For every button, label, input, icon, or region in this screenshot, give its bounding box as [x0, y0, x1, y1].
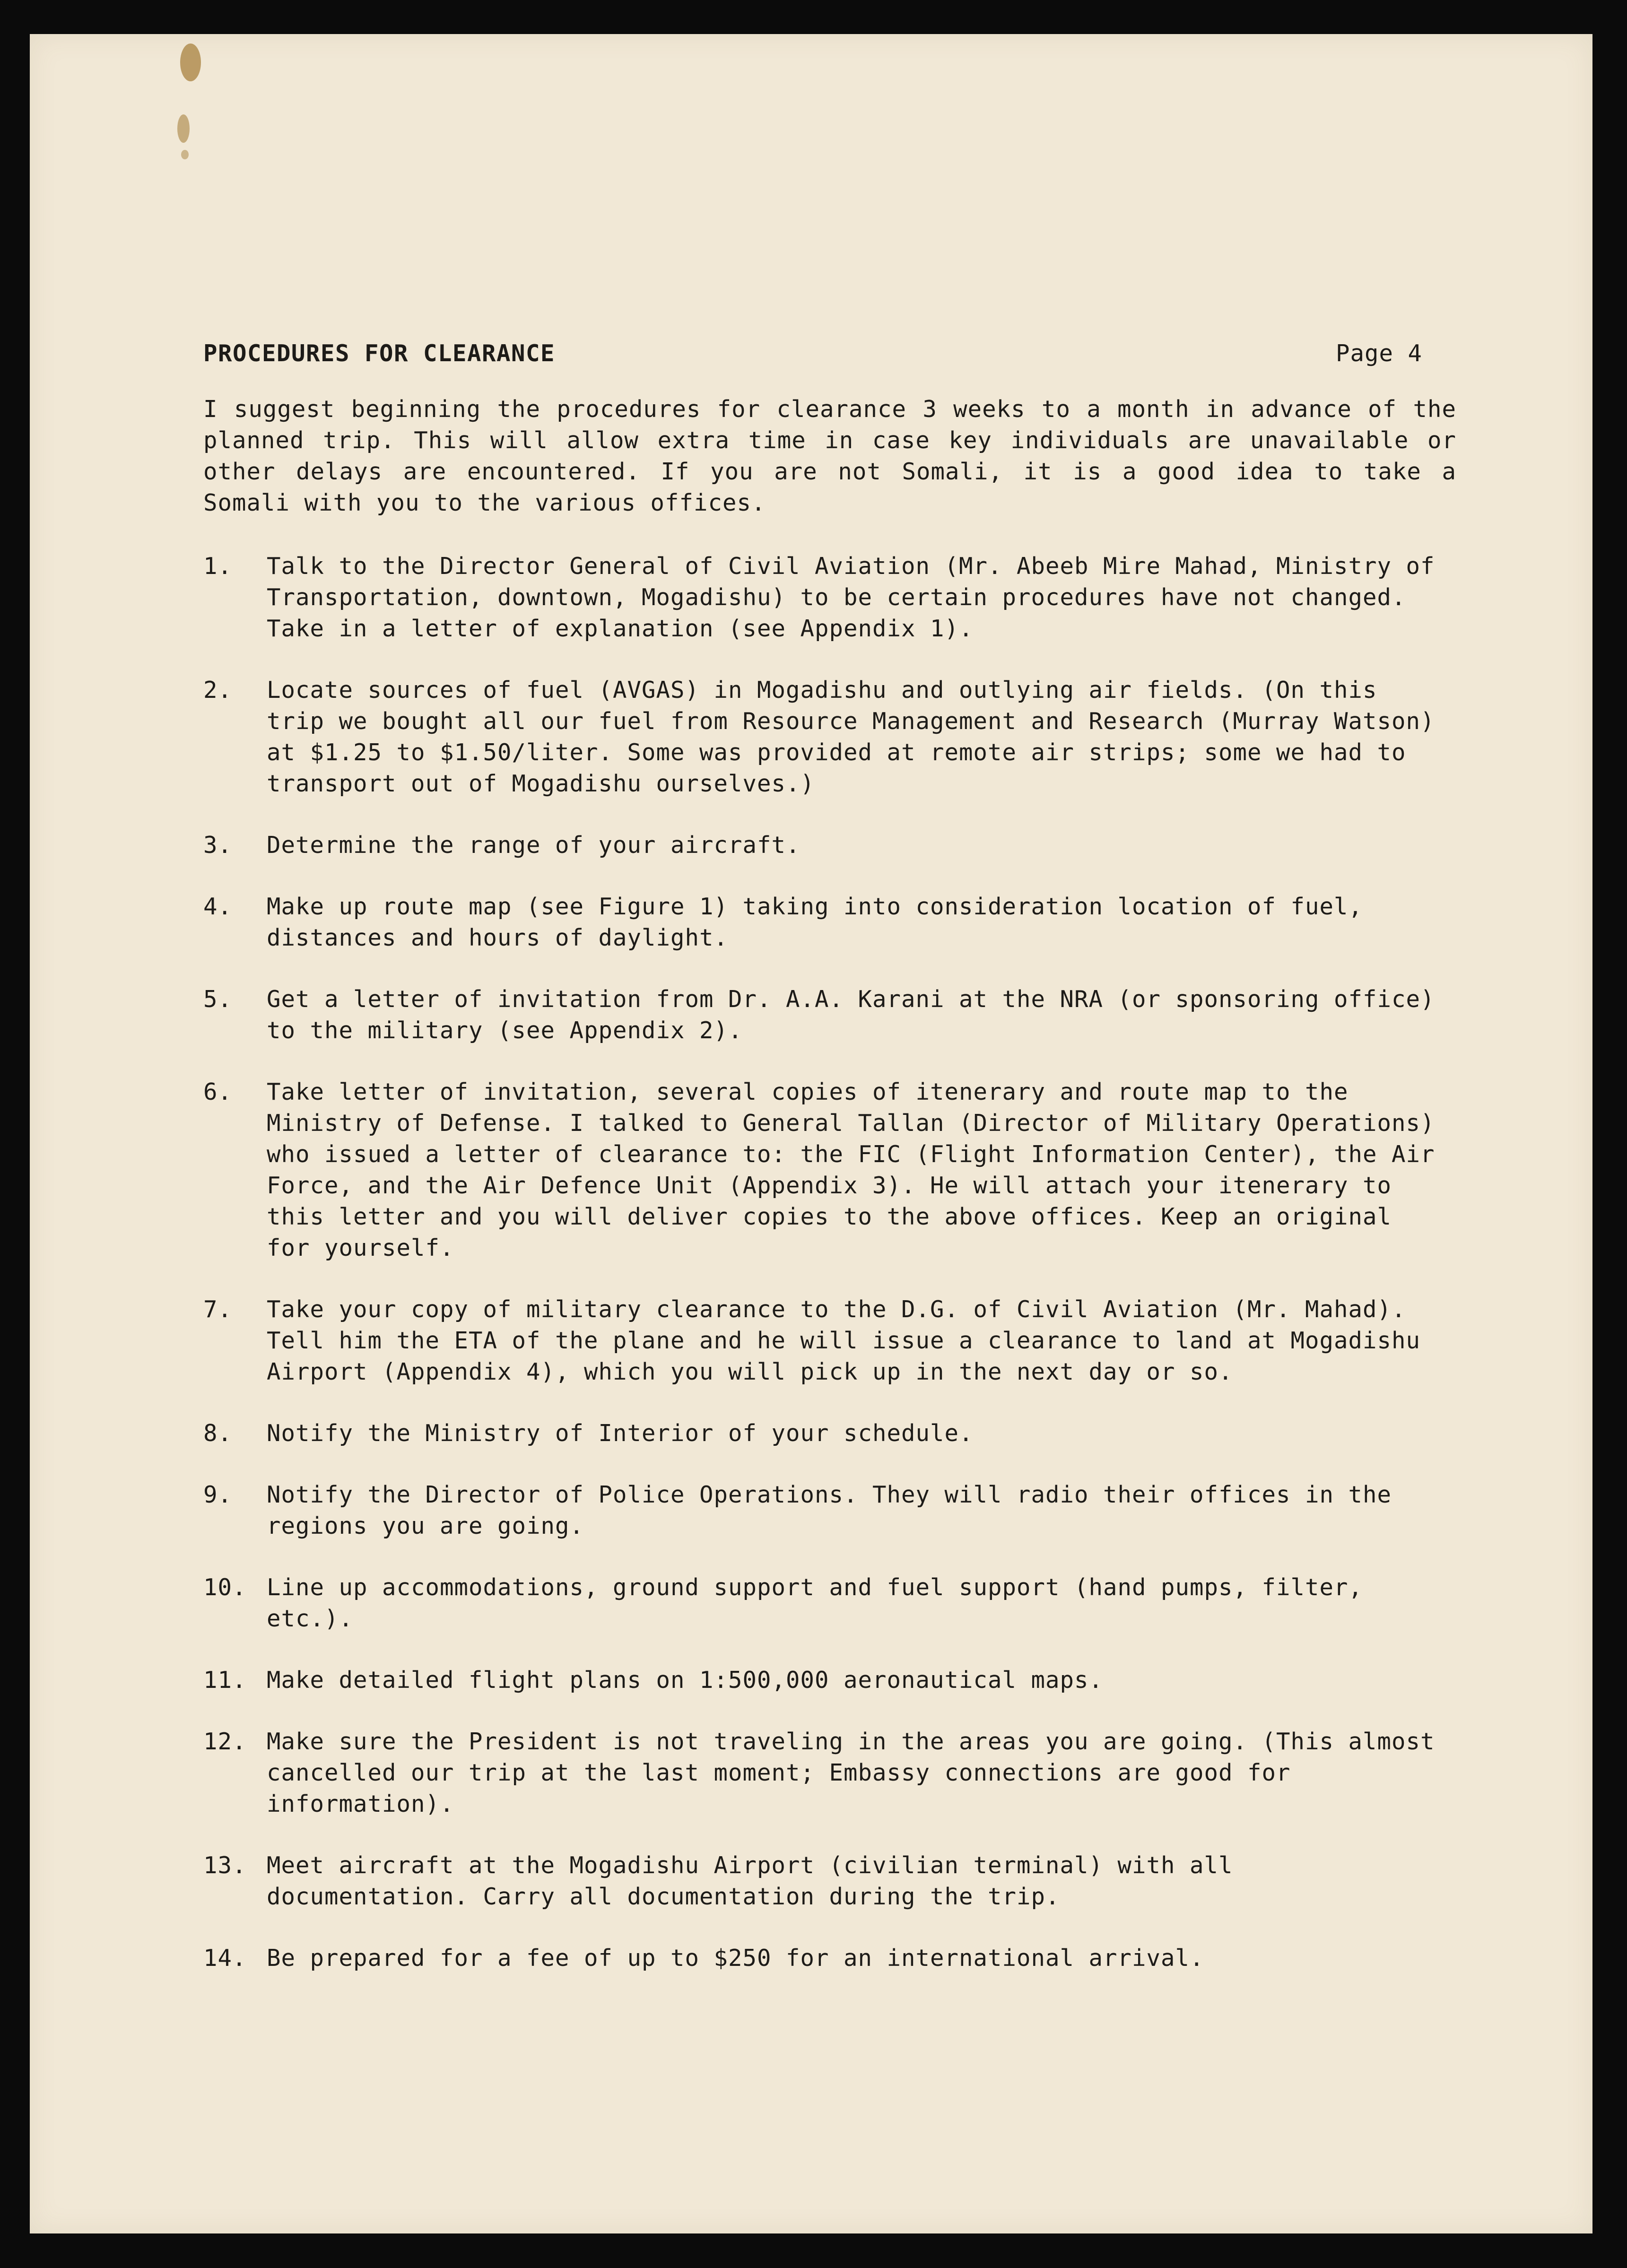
procedure-step — [203, 830, 1456, 861]
procedure-step — [203, 1572, 1456, 1634]
procedure-list — [203, 551, 1456, 1974]
procedure-step — [203, 1077, 1456, 1264]
procedure-step — [203, 1665, 1456, 1696]
procedure-step — [203, 984, 1456, 1046]
stain-mark — [181, 150, 189, 159]
procedure-step — [203, 1943, 1456, 1974]
step-text: Notify the Director of Police Operations. They will radio their offices in the regions you are going. — [267, 1481, 1392, 1539]
step-number: 2. — [203, 677, 233, 704]
document-body — [203, 338, 1456, 2004]
step-text: Talk to the Director General of Civil Aviation (Mr. Abeeb Mire Mahad, Ministry of Transportation, downtown, Mogadishu) to be certain procedures have not changed. Take in a letter of explanation (see Appendix 1). — [267, 553, 1435, 642]
step-number: 14. — [203, 1945, 247, 1972]
step-text: Make sure the President is not traveling in the areas you are going. (This almost cancelled our trip at the last moment; Embassy connections are good for information). — [267, 1728, 1435, 1817]
step-number: 9. — [203, 1481, 233, 1508]
step-text: Line up accommodations, ground support and fuel support (hand pumps, filter, etc.). — [267, 1574, 1363, 1632]
procedure-step — [203, 1418, 1456, 1449]
step-text: Get a letter of invitation from Dr. A.A. Karani at the NRA (or sponsoring office) to the military (see Appendix 2). — [267, 986, 1435, 1044]
step-text: Locate sources of fuel (AVGAS) in Mogadishu and outlying air fields. (On this trip we bought all our fuel from Resource Management and Research (Murray Watson) at $1.25 to $1.50/liter. Some was provided at remote air strips; some we had to transport out of Mogadishu ourselves.) — [267, 677, 1435, 797]
step-number: 3. — [203, 832, 233, 859]
document-header — [203, 338, 1456, 369]
step-number: 5. — [203, 986, 233, 1013]
step-number: 7. — [203, 1296, 233, 1323]
step-text: Meet aircraft at the Mogadishu Airport (civilian terminal) with all documentation. Carry all documentation during the trip. — [267, 1852, 1233, 1910]
step-number: 4. — [203, 893, 233, 920]
step-text: Be prepared for a fee of up to $250 for an international arrival. — [267, 1945, 1204, 1972]
step-text: Make detailed flight plans on 1:500,000 aeronautical maps. — [267, 1667, 1104, 1694]
procedure-step — [203, 551, 1456, 644]
step-number: 1. — [203, 553, 233, 580]
procedure-step — [203, 891, 1456, 954]
step-text: Take letter of invitation, several copies of itenerary and route map to the Ministry of Defense. I talked to General Tallan (Director of Military Operations) who issued a letter of clearance to: the FIC (Flight Information Center), the Air Force, and the Air Defence Unit (Appendix 3). He will attach your itenerary to this letter and you will deliver copies to the above offices. Keep an original for yourself. — [267, 1078, 1435, 1261]
stain-mark — [177, 114, 190, 143]
step-number: 10. — [203, 1574, 247, 1601]
procedure-step — [203, 1850, 1456, 1912]
procedure-step — [203, 675, 1456, 799]
page-title: PROCEDURES FOR CLEARANCE — [203, 340, 556, 367]
step-number: 6. — [203, 1078, 233, 1105]
page-number: Page 4 — [1335, 340, 1422, 367]
step-number: 12. — [203, 1728, 247, 1755]
procedure-step — [203, 1294, 1456, 1388]
step-text: Take your copy of military clearance to the D.G. of Civil Aviation (Mr. Mahad). Tell him the ETA of the plane and he will issue a clearance to land at Mogadishu Airport (Appendix 4), which you will pick up in the next day or so. — [267, 1296, 1421, 1385]
step-number: 8. — [203, 1420, 233, 1447]
step-text: Determine the range of your aircraft. — [267, 832, 800, 859]
step-number: 13. — [203, 1852, 247, 1879]
procedure-step — [203, 1479, 1456, 1542]
intro-paragraph: I suggest beginning the procedures for clearance 3 weeks to a month in advance of the planned trip. This will allow extra time in case key individuals are unavailable or other delays are encountered. If you are not Somali, it is a good idea to take a Somali with you to the various offices. — [203, 396, 1456, 516]
step-text: Notify the Ministry of Interior of your schedule. — [267, 1420, 974, 1447]
step-number: 11. — [203, 1667, 247, 1694]
step-text: Make up route map (see Figure 1) taking into consideration location of fuel, distances and hours of daylight. — [267, 893, 1363, 951]
stain-mark — [180, 43, 201, 81]
procedure-step — [203, 1726, 1456, 1820]
